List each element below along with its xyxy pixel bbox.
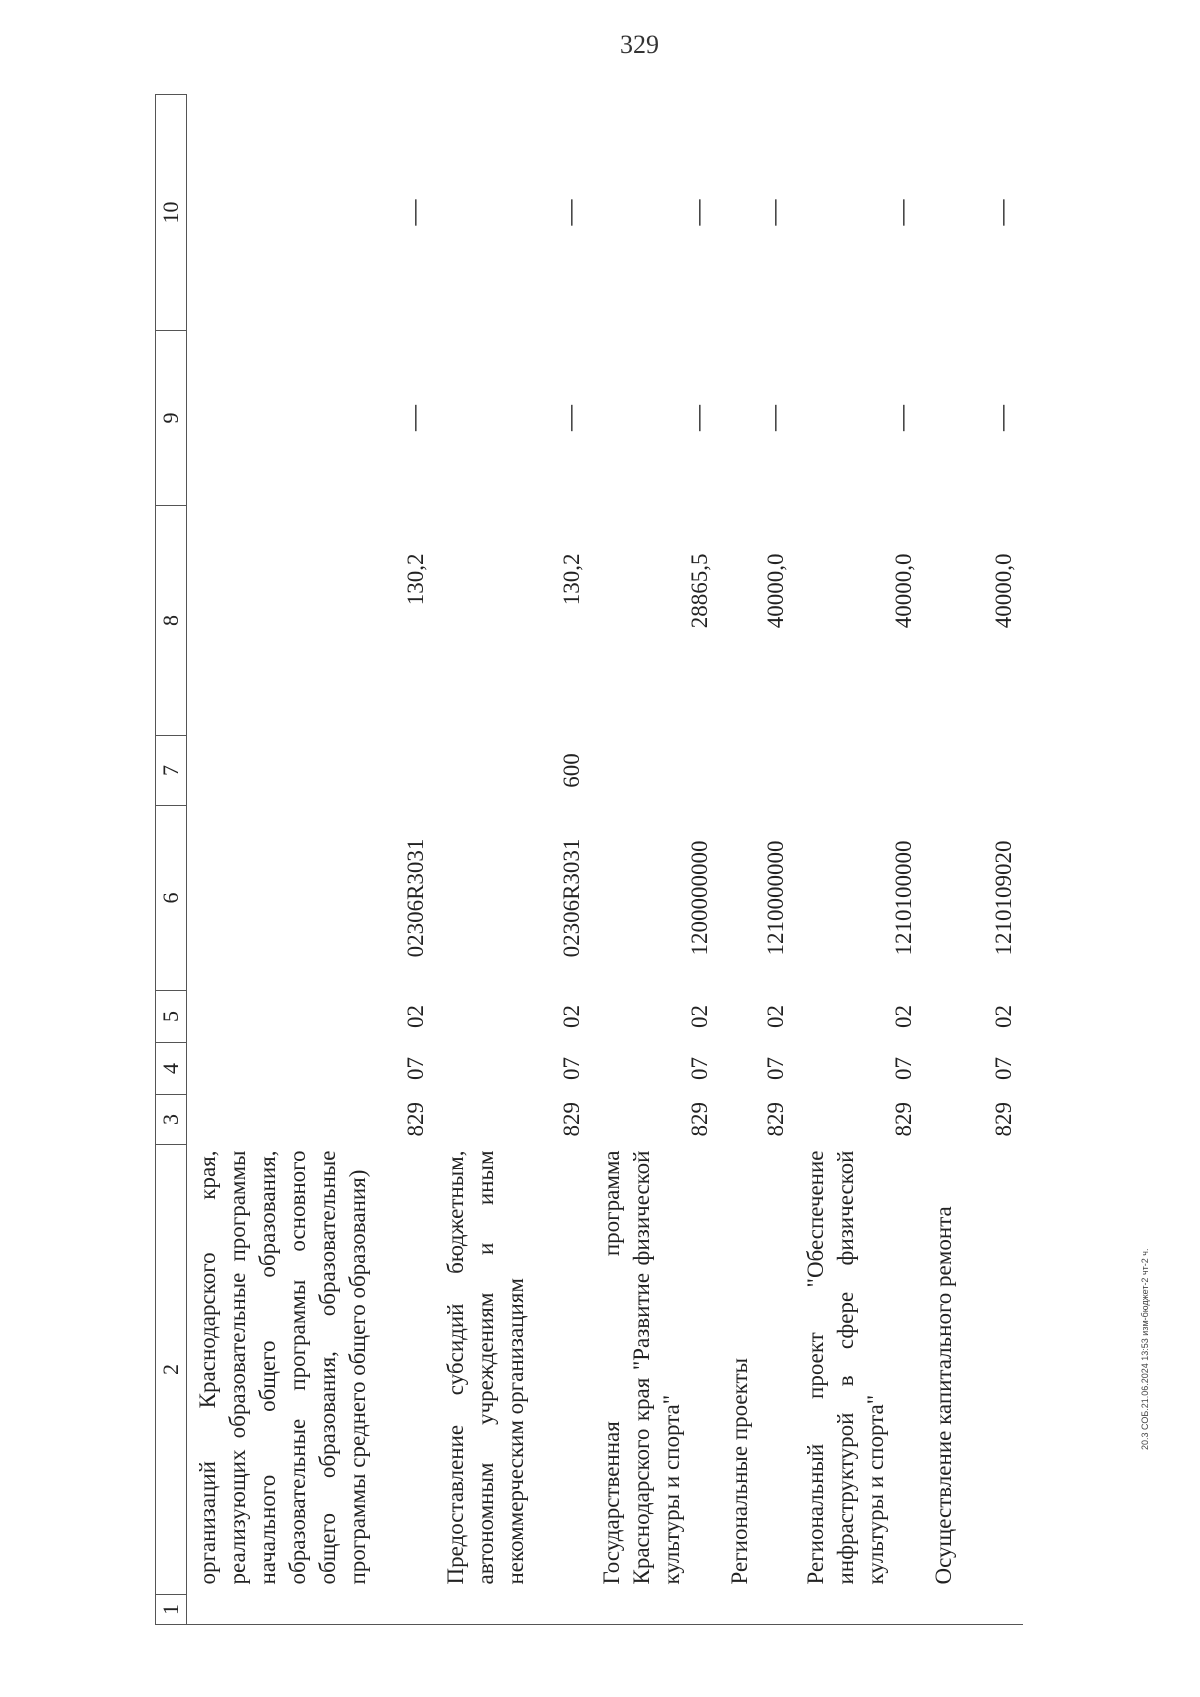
row-expense-type bbox=[923, 736, 1023, 806]
page-number: 329 bbox=[620, 30, 659, 59]
row-name: Региональные проекты bbox=[727, 1357, 752, 1585]
header-col-7: 7 bbox=[156, 736, 187, 806]
row-amount: 130,2 bbox=[559, 553, 584, 606]
header-col-3: 3 bbox=[156, 1095, 187, 1145]
row-name: Региональный проект "Обеспечение инфраструктурой в сфере физической культуры и спорта" bbox=[803, 1150, 888, 1585]
row-amount: 40000,0 bbox=[991, 553, 1016, 629]
row-index-cell bbox=[795, 1595, 923, 1625]
row-subsection: 02 bbox=[991, 1005, 1016, 1028]
row-expense-type: 600 bbox=[559, 753, 584, 788]
row-subsection: 02 bbox=[403, 1005, 428, 1028]
row-admin-code: 829 bbox=[559, 1102, 584, 1137]
row-col9: — bbox=[759, 405, 788, 431]
row-admin-code: 829 bbox=[891, 1102, 916, 1137]
row-col10: — bbox=[987, 199, 1016, 226]
row-section: 07 bbox=[559, 1057, 584, 1080]
row-amount: 28865,5 bbox=[687, 553, 712, 629]
row-col9: — bbox=[399, 405, 428, 431]
header-col-6: 6 bbox=[156, 806, 187, 991]
row-expense-type bbox=[719, 736, 795, 806]
table-row bbox=[795, 95, 923, 1625]
row-target-article: 02306R3031 bbox=[559, 838, 584, 958]
row-target-article: 1200000000 bbox=[687, 840, 712, 956]
row-expense-type bbox=[187, 736, 436, 806]
row-name: организаций Краснодарского края, реализующих образовательные программы начального общего образования, образовательные программы основного общего образования, образовательные программы среднего общего образования) bbox=[195, 1150, 370, 1585]
table-row bbox=[923, 95, 1023, 1625]
row-col10: — bbox=[887, 199, 916, 226]
row-section: 07 bbox=[891, 1057, 916, 1080]
row-admin-code: 829 bbox=[991, 1102, 1016, 1137]
row-subsection: 02 bbox=[559, 1005, 584, 1028]
row-col10: — bbox=[759, 199, 788, 226]
row-index-cell bbox=[187, 1595, 436, 1625]
row-name: Государственная программа Краснодарского края "Развитие физической культуры и спорта" bbox=[599, 1150, 684, 1585]
row-name: Предоставление субсидий бюджетным, автономным учреждениям и иным некоммерческим организациям bbox=[443, 1150, 528, 1585]
row-amount: 130,2 bbox=[403, 553, 428, 606]
row-index-cell bbox=[719, 1595, 795, 1625]
row-col9: — bbox=[683, 405, 712, 431]
row-section: 07 bbox=[991, 1057, 1016, 1080]
row-subsection: 02 bbox=[891, 1005, 916, 1028]
document-footer-note: 20.3 СОБ.21.06.2024 13:53 изм-бюджет-2 чт-2 ч. bbox=[1140, 1248, 1150, 1450]
header-col-5: 5 bbox=[156, 991, 187, 1043]
budget-table bbox=[155, 94, 1023, 1625]
row-admin-code: 829 bbox=[763, 1102, 788, 1137]
header-col-10: 10 bbox=[156, 95, 187, 331]
row-col10: — bbox=[683, 199, 712, 226]
row-target-article: 1210000000 bbox=[763, 840, 788, 956]
row-expense-type bbox=[591, 736, 719, 806]
row-target-article: 02306R3031 bbox=[403, 838, 428, 958]
row-col9: — bbox=[555, 405, 584, 431]
table-row bbox=[719, 95, 795, 1625]
row-name: Осуществление капитального ремонта bbox=[931, 1206, 956, 1585]
header-col-9: 9 bbox=[156, 331, 187, 506]
rotated-table-container bbox=[155, 95, 1055, 1625]
table-row bbox=[187, 95, 436, 1625]
row-section: 07 bbox=[763, 1057, 788, 1080]
row-index-cell bbox=[923, 1595, 1023, 1625]
row-col9: — bbox=[987, 405, 1016, 431]
row-section: 07 bbox=[687, 1057, 712, 1080]
header-col-4: 4 bbox=[156, 1043, 187, 1095]
row-amount: 40000,0 bbox=[891, 553, 916, 629]
row-col9: — bbox=[887, 405, 916, 431]
row-col10: — bbox=[555, 199, 584, 226]
row-amount: 40000,0 bbox=[763, 553, 788, 629]
row-admin-code: 829 bbox=[403, 1102, 428, 1137]
row-expense-type bbox=[795, 736, 923, 806]
table-row bbox=[591, 95, 719, 1625]
row-subsection: 02 bbox=[687, 1005, 712, 1028]
row-admin-code: 829 bbox=[687, 1102, 712, 1137]
table-row bbox=[435, 95, 591, 1625]
row-index-cell bbox=[435, 1595, 591, 1625]
row-index-cell bbox=[591, 1595, 719, 1625]
row-target-article: 1210100000 bbox=[891, 840, 916, 956]
header-col-1: 1 bbox=[156, 1595, 187, 1625]
row-target-article: 1210109020 bbox=[991, 840, 1016, 956]
row-section: 07 bbox=[403, 1057, 428, 1080]
header-col-8: 8 bbox=[156, 506, 187, 736]
row-col10: — bbox=[399, 199, 428, 226]
row-subsection: 02 bbox=[763, 1005, 788, 1028]
header-row bbox=[156, 95, 187, 1625]
header-col-2: 2 bbox=[156, 1145, 187, 1595]
